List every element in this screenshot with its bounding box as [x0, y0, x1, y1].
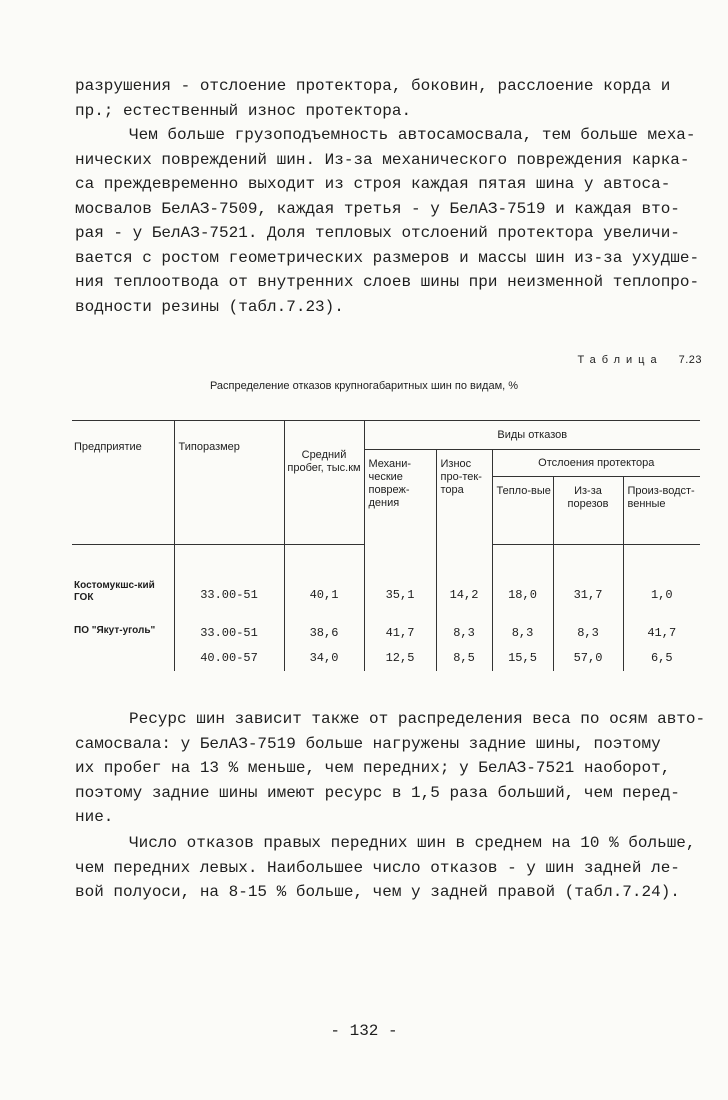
failure-distribution-table [72, 420, 700, 671]
text-line: ния теплоотвода от внутренних слоев шины при неизменной теплопро- [75, 273, 700, 291]
table-row [72, 608, 700, 646]
page-number: - 132 - [330, 1022, 398, 1040]
cell-thermal: 15,5 [492, 646, 553, 671]
cell-cuts: 31,7 [553, 570, 623, 608]
table-number-label: Таблица [577, 354, 663, 366]
text-line: Чем больше грузоподъемность автосамосвала, тем больше меха- [129, 126, 696, 144]
text-line: ние. [75, 808, 114, 826]
text-line: их пробег на 13 % меньше, чем передних; у БелАЗ-7521 наоборот, [75, 759, 671, 777]
header-cuts: Из-за порезов [553, 477, 623, 545]
paragraph-3 [75, 831, 700, 905]
text-line: поэтому задние шины имеют ресурс в 1,5 раза больший, чем перед- [75, 783, 680, 802]
text-line: разрушения - отслоение протектора, боковин, расслоение корда и [75, 77, 671, 95]
text-line: пр.; естественный износ протектора. [75, 101, 412, 120]
text-line: нических повреждений шин. Из-за механического повреждения карка- [75, 150, 690, 169]
header-failure-types: Виды отказов [364, 421, 700, 450]
cell-enterprise: ПО "Якут-уголь" [74, 624, 156, 636]
cell-mechanical: 41,7 [364, 608, 436, 646]
header-production: Произ-водст-венные [623, 477, 700, 545]
header-tread-separation: Отслоения протектора [492, 450, 700, 477]
table-number [577, 354, 702, 366]
cell-size: 40.00-57 [174, 646, 284, 671]
header-size: Типоразмер [174, 421, 284, 545]
text-line: чем передних левых. Наибольшее число отказов - у шин задней ле- [75, 858, 680, 877]
cell-production: 1,0 [623, 570, 700, 608]
header-mechanical: Механи-ческие повреж-дения [364, 450, 436, 545]
cell-enterprise: Костомукшс-кий ГОК [74, 579, 155, 603]
cell-production: 6,5 [623, 646, 700, 671]
cell-size: 33.00-51 [174, 570, 284, 608]
text-line: са преждевременно выходит из строя каждая пятая шина у автоса- [75, 175, 671, 193]
header-thermal: Тепло-вые [492, 477, 553, 545]
text-line: самосвала: у БелАЗ-7519 больше нагружены задние шины, поэтому [75, 734, 661, 753]
table-caption: Распределение отказов крупногабаритных шин по видам, % [209, 380, 519, 392]
header-mileage: Средний пробег, тыс.км [284, 421, 364, 545]
cell-production: 41,7 [623, 608, 700, 646]
cell-cuts: 57,0 [553, 646, 623, 671]
cell-mileage: 34,0 [284, 646, 364, 671]
cell-enterprise [72, 646, 174, 671]
table-row [72, 570, 700, 608]
text-line: Ресурс шин зависит также от распределения веса по осям авто- [129, 710, 706, 728]
cell-wear: 8,3 [436, 608, 492, 646]
paragraph-1 [75, 74, 700, 319]
cell-mileage: 40,1 [284, 570, 364, 608]
text-line: мосвалов БелАЗ-7509, каждая третья - у БелАЗ-7519 и каждая вто- [75, 199, 680, 218]
cell-cuts: 8,3 [553, 608, 623, 646]
cell-wear: 14,2 [436, 570, 492, 608]
cell-wear: 8,5 [436, 646, 492, 671]
text-line: вается с ростом геометрических размеров и массы шин из-за ухудше- [75, 248, 700, 267]
text-line: водности резины (табл.7.23). [75, 297, 344, 316]
cell-thermal: 8,3 [492, 608, 553, 646]
cell-size: 33.00-51 [174, 608, 284, 646]
cell-thermal: 18,0 [492, 570, 553, 608]
table-row [72, 646, 700, 671]
paragraph-2 [75, 707, 706, 830]
table-number-value: 7.23 [678, 354, 702, 366]
cell-mileage: 38,6 [284, 608, 364, 646]
text-line: рая - у БелАЗ-7521. Доля тепловых отслоений протектора увеличи- [75, 224, 680, 242]
header-wear: Износ про-тек-тора [436, 450, 492, 545]
header-enterprise: Предприятие [72, 421, 174, 545]
text-line: вой полуоси, на 8-15 % больше, чем у задней правой (табл.7.24). [75, 883, 680, 901]
text-line: Число отказов правых передних шин в среднем на 10 % больше, [129, 834, 696, 852]
cell-mechanical: 35,1 [364, 570, 436, 608]
cell-mechanical: 12,5 [364, 646, 436, 671]
